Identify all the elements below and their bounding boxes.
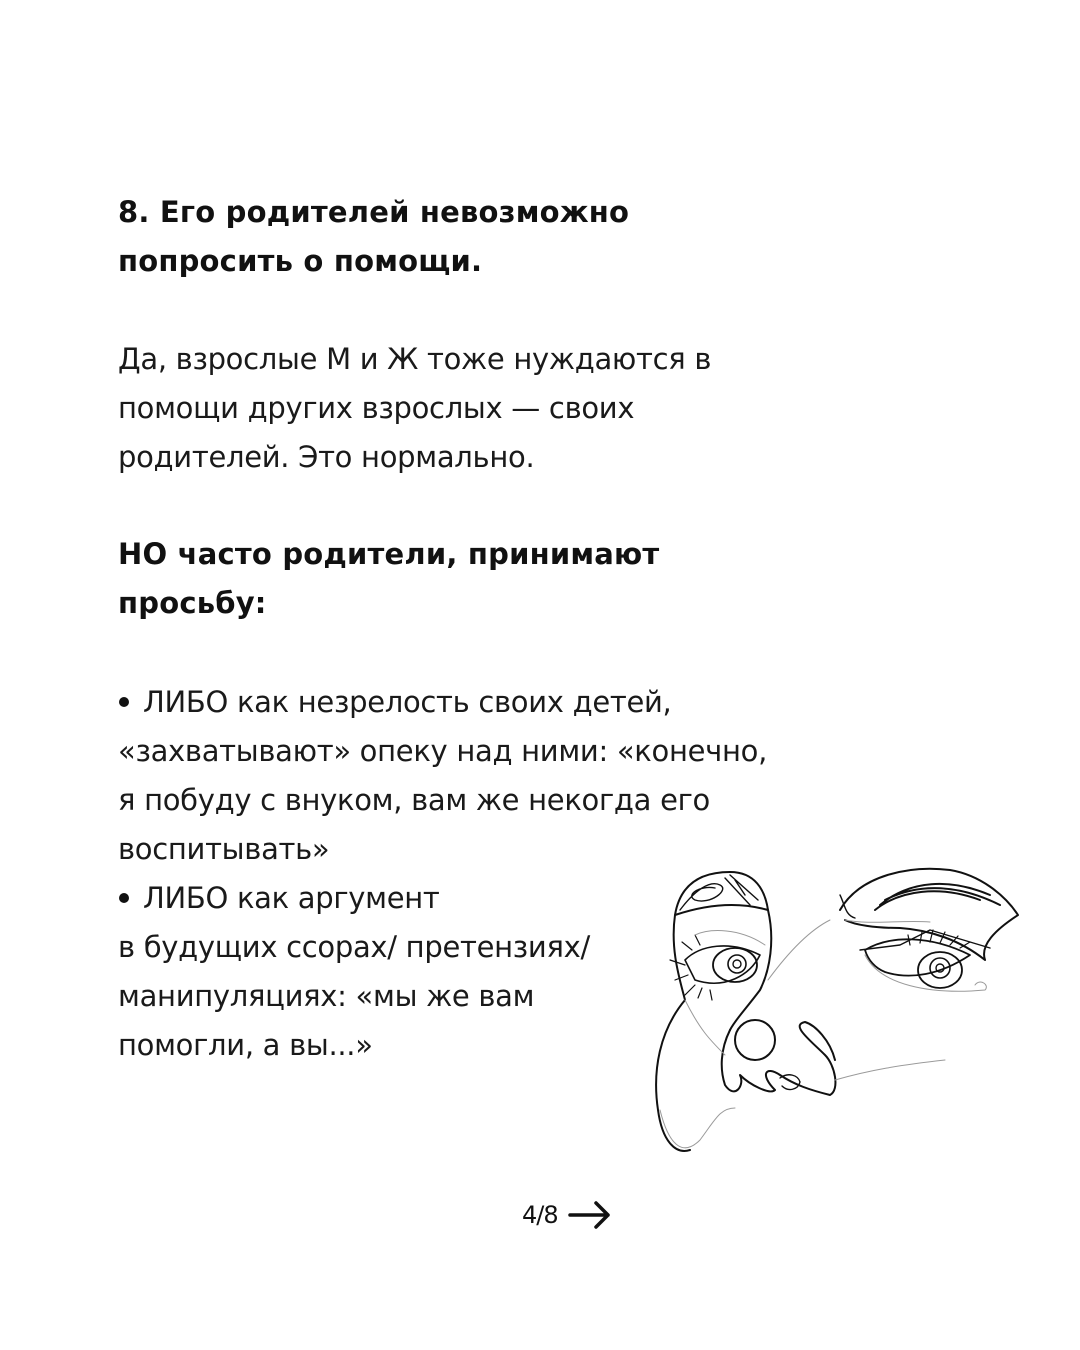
list-item-line: помогли, а вы...» bbox=[118, 1028, 373, 1062]
list-item-line: ЛИБО как незрелость своих детей, bbox=[143, 685, 672, 719]
list-item-line: в будущих ссорах/ претензиях/ bbox=[118, 930, 590, 964]
pager bbox=[522, 1200, 612, 1230]
intro-line: помощи других взрослых — своих bbox=[118, 391, 635, 425]
list-item-line: ЛИБО как аргумент bbox=[143, 881, 440, 915]
bullet-icon bbox=[119, 893, 129, 903]
subheading-line: просьбу: bbox=[118, 586, 267, 620]
intro-paragraph bbox=[118, 335, 818, 482]
list-item-line: я побуду с внуком, вам же некогда его bbox=[118, 783, 710, 817]
list-item bbox=[118, 678, 858, 874]
title-line: попросить о помощи. bbox=[118, 244, 483, 278]
bullet-icon bbox=[119, 697, 129, 707]
title-line: 8. Его родителей невозможно bbox=[118, 195, 630, 229]
subheading bbox=[118, 530, 758, 628]
line-art-face-icon bbox=[640, 850, 1020, 1170]
list-item-line: «захватывают» опеку над ними: «конечно, bbox=[118, 734, 767, 768]
slide-title bbox=[118, 188, 738, 286]
intro-line: Да, взрослые М и Ж тоже нуждаются в bbox=[118, 342, 712, 376]
subheading-line: НО часто родители, принимают bbox=[118, 537, 660, 571]
list-item-line: воспитывать» bbox=[118, 832, 330, 866]
list-item-line: манипуляциях: «мы же вам bbox=[118, 979, 535, 1013]
page-indicator: 4/8 bbox=[522, 1201, 558, 1229]
intro-line: родителей. Это нормально. bbox=[118, 440, 535, 474]
arrow-right-icon[interactable] bbox=[568, 1200, 612, 1230]
